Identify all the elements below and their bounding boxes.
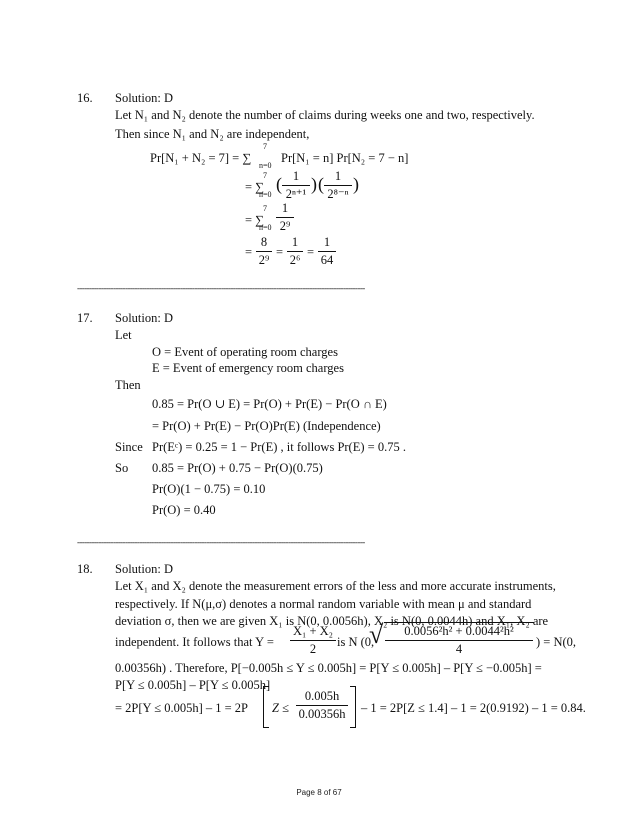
problem-18-line-7-text-a: = 2P[Y ≤ 0.005h] – 1 = 2P <box>115 701 249 715</box>
problem-16-eq4-fraction-a <box>256 236 272 266</box>
problem-16-eq4-fraction-b <box>287 236 303 266</box>
problem-18-line-4-text-a: independent. It follows that Y = <box>115 635 274 649</box>
fraction-denominator: 2ⁿ⁺¹ <box>285 186 307 201</box>
problem-16-eq4-equals-2: = <box>276 245 284 259</box>
problem-17-def-o: O = Event of operating room charges <box>152 345 338 359</box>
problem-16-eq2-paren-open-2: ( <box>318 174 324 194</box>
fraction-denominator: 2 <box>309 641 317 656</box>
problem-16-solution: Solution: D <box>115 91 173 105</box>
problem-17-since-label: Since <box>115 440 143 454</box>
problem-18-number: 18. <box>77 562 93 576</box>
problem-16-eq1-sum-top: 7 <box>263 142 267 151</box>
problem-17-so-line-1: 0.85 = Pr(O) + 0.75 − Pr(O)(0.75) <box>152 461 323 475</box>
problem-18-z-fraction <box>296 690 348 720</box>
problem-18-solution: Solution: D <box>115 562 173 576</box>
fraction-denominator: 0.00356h <box>298 706 346 721</box>
problem-17-since-text: Pr(Eᶜ) = 0.25 = 1 − Pr(E) , it follows Pr(E) = 0.75 . <box>152 440 406 454</box>
problem-16-eq2-paren-open-1: ( <box>276 174 282 194</box>
problem-17-so-line-2: Pr(O)(1 − 0.75) = 0.10 <box>152 482 266 496</box>
problem-16-eq1-lhs: Pr[N₁ + N₂ = 7] = ∑ <box>150 151 252 165</box>
fraction-numerator: 1 <box>334 169 342 183</box>
sqrt-overbar <box>384 622 534 623</box>
fraction-numerator: 1 <box>292 169 300 183</box>
problem-18-line-1: Let X₁ and X₂ denote the measurement errors of the less and more accurate instruments, <box>115 579 556 593</box>
problem-16-eq4-equals-1: = <box>245 245 253 259</box>
fraction-numerator: 0.0056²h² + 0.0044²h² <box>404 624 514 638</box>
problem-16-eq2-sum-top: 7 <box>263 171 267 180</box>
problem-18-line-6: P[Y ≤ 0.005h] – P[Y ≤ 0.005h] <box>115 678 271 692</box>
fraction-denominator: 2⁸⁻ⁿ <box>327 186 349 201</box>
problem-17-line-1: 0.85 = Pr(O ∪ E) = Pr(O) + Pr(E) − Pr(O ∩ E) <box>152 397 387 411</box>
problem-16-intro-line-1: Let N₁ and N₂ denote the number of claims during weeks one and two, respectively. <box>115 108 535 122</box>
problem-17-then: Then <box>115 378 141 392</box>
sqrt-icon: √ <box>369 620 384 649</box>
bracket-close <box>350 686 356 728</box>
problem-16-eq1-sum-bottom: n=0 <box>259 161 272 170</box>
problem-16-eq2-paren-close-1: ) <box>311 174 317 194</box>
problem-16-eq2-fraction-1 <box>282 170 310 200</box>
problem-16-eq2-paren-close-2: ) <box>353 174 359 194</box>
fraction-numerator: X₁ + X₂ <box>292 624 334 638</box>
fraction-denominator: 4 <box>455 641 463 656</box>
problem-18-sqrt-fraction <box>385 625 533 655</box>
problem-16-number: 16. <box>77 91 93 105</box>
problem-18-line-5: 0.00356h) . Therefore, P[−0.005h ≤ Y ≤ 0.005h] = P[Y ≤ 0.005h] – P[Y ≤ −0.005h] = <box>115 661 542 675</box>
problem-18-line-7-text-b: – 1 = 2P[Z ≤ 1.4] – 1 = 2(0.9192) – 1 = 0.84. <box>361 701 586 715</box>
problem-18-line-3: deviation σ, then we are given X₁ is N(0, 0.0056h), X₂ is N(0, 0.0044h) and X₁, X₂ are <box>115 614 549 628</box>
fraction-numerator: 1 <box>281 201 289 215</box>
problem-17-line-2: = Pr(O) + Pr(E) − Pr(O)Pr(E) (Independence) <box>152 419 381 433</box>
problem-17-so-line-3: Pr(O) = 0.40 <box>152 503 216 517</box>
problem-17-number: 17. <box>77 311 93 325</box>
separator-line: ------------------------------------------------------------------------------------------------------------------------ <box>77 284 365 293</box>
fraction-numerator: 1 <box>323 235 331 249</box>
problem-18-line-7-z: Z ≤ <box>272 701 289 715</box>
fraction-numerator: 0.005h <box>304 689 340 703</box>
problem-16-eq4-equals-3: = <box>307 245 315 259</box>
problem-17-so-label: So <box>115 461 129 475</box>
problem-16-intro-line-2: Then since N₁ and N₂ are independent, <box>115 127 310 141</box>
problem-16-eq1-rhs: Pr[N₁ = n] Pr[N₂ = 7 − n] <box>281 151 409 165</box>
fraction-denominator: 2⁶ <box>289 252 301 267</box>
fraction-denominator: 2⁹ <box>258 252 270 267</box>
problem-16-eq3-sum-bottom: n=0 <box>259 223 272 232</box>
problem-16-eq3-sum-top: 7 <box>263 204 267 213</box>
problem-16-eq2-fraction-2 <box>324 170 352 200</box>
problem-17-let: Let <box>115 328 132 342</box>
problem-16-eq2-prefix: = ∑ <box>245 180 265 194</box>
problem-16-eq4-fraction-c <box>318 236 336 266</box>
bracket-open <box>263 686 269 728</box>
fraction-numerator: 8 <box>260 235 268 249</box>
problem-18-line-2: respectively. If N(μ,σ) denotes a normal random variable with mean μ and standard <box>115 597 532 611</box>
problem-17-solution: Solution: D <box>115 311 173 325</box>
fraction-denominator: 64 <box>320 252 334 267</box>
problem-17-def-e: E = Event of emergency room charges <box>152 361 344 375</box>
problem-16-eq3-prefix: = ∑ <box>245 213 265 227</box>
problem-16-eq3-fraction <box>276 202 294 232</box>
page-footer: Page 8 of 67 <box>296 788 342 797</box>
separator-line: ------------------------------------------------------------------------------------------------------------------------ <box>77 538 365 547</box>
problem-16-eq2-sum-bottom: n=0 <box>259 190 272 199</box>
problem-18-y-fraction <box>290 625 336 655</box>
fraction-denominator: 2⁹ <box>279 218 291 233</box>
problem-18-line-4-text-c: ) = N(0, <box>536 635 577 649</box>
fraction-numerator: 1 <box>291 235 299 249</box>
problem-18-line-4-text-b: is N (0, <box>337 635 375 649</box>
